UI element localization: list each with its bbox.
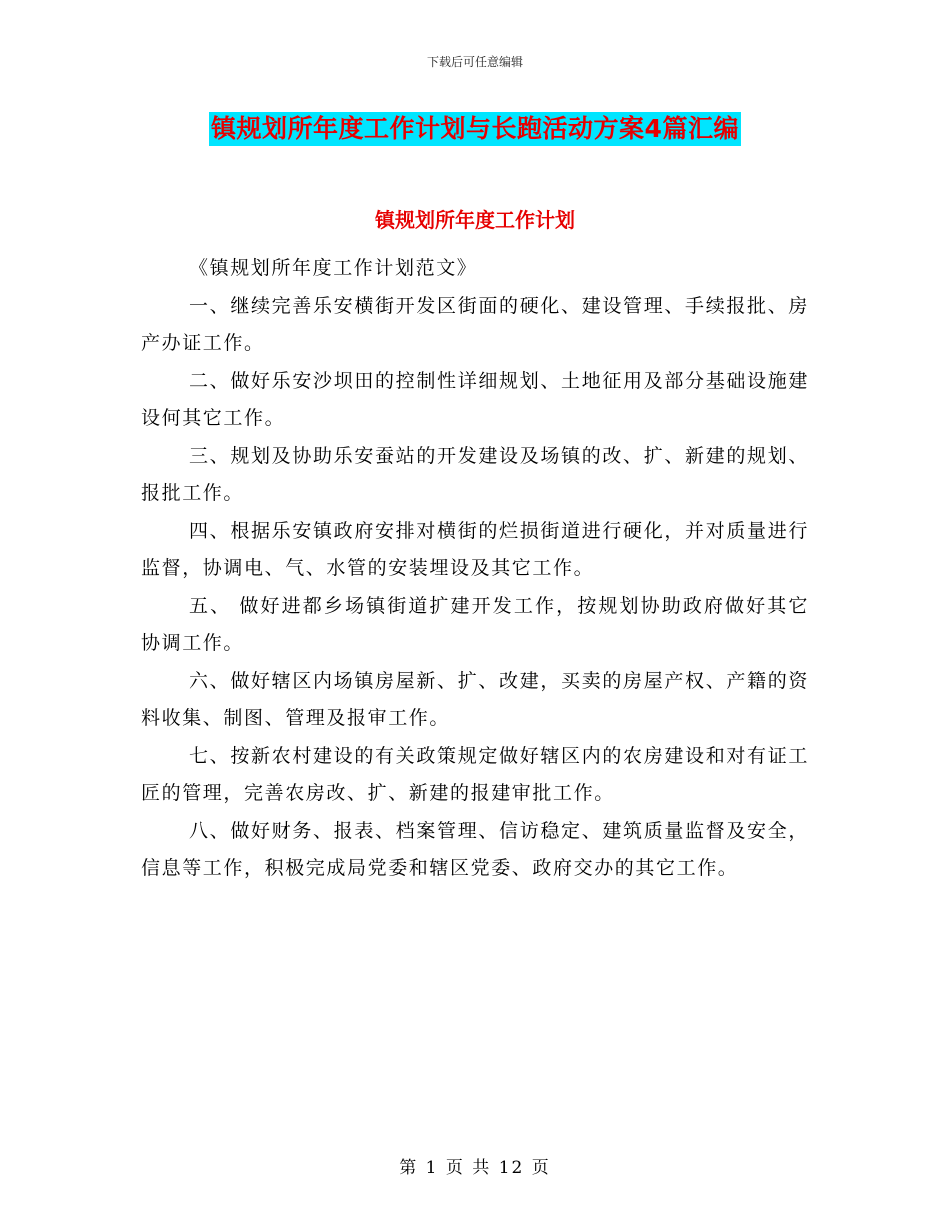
paragraph-item-2: 二、做好乐安沙坝田的控制性详细规划、土地征用及部分基础设施建设何其它工作。: [141, 369, 809, 429]
paragraph-item-1: 一、继续完善乐安横街开发区街面的硬化、建设管理、手续报批、房产办证工作。: [141, 294, 809, 354]
document-title: 镇规划所年度工作计划与长跑活动方案4篇汇编: [209, 112, 741, 146]
paragraph-item-4: 四、根据乐安镇政府安排对横街的烂损街道进行硬化，并对质量进行监督，协调电、气、水管的安装埋设及其它工作。: [141, 519, 809, 579]
paragraph-item-5: 五、 做好进都乡场镇街道扩建开发工作，按规划协助政府做好其它协调工作。: [141, 594, 809, 654]
paragraph-item-7: 七、按新农村建设的有关政策规定做好辖区内的农房建设和对有证工匠的管理，完善农房改、扩、新建的报建审批工作。: [141, 744, 809, 804]
document-title-container: [0, 112, 950, 146]
section-title: 镇规划所年度工作计划: [375, 208, 575, 232]
paragraph-intro: 《镇规划所年度工作计划范文》: [189, 257, 478, 279]
paragraph-item-6: 六、做好辖区内场镇房屋新、扩、改建，买卖的房屋产权、产籍的资料收集、制图、管理及报审工作。: [141, 669, 809, 729]
document-body: [141, 250, 809, 888]
paragraph-item-8: 八、做好财务、报表、档案管理、信访稳定、建筑质量监督及安全，信息等工作，积极完成局党委和辖区党委、政府交办的其它工作。: [141, 819, 809, 879]
header-note: 下载后可任意编辑: [426, 55, 523, 69]
page-footer: 第 1 页 共 12 页: [399, 1158, 551, 1178]
paragraph-item-3: 三、规划及协助乐安蚕站的开发建设及场镇的改、扩、新建的规划、报批工作。: [141, 444, 809, 504]
